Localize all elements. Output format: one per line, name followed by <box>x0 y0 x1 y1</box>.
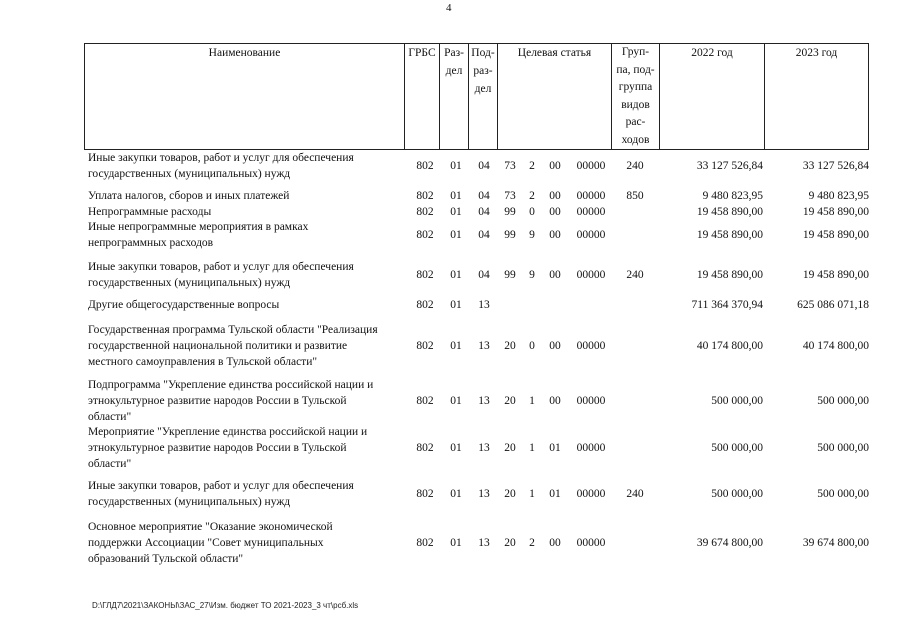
cell-t2: 2 <box>529 190 535 202</box>
row-name-line: государственных (муниципальных) нужд <box>88 168 291 180</box>
cell-grp: 240 <box>626 488 644 500</box>
cell-y22: 19 458 890,00 <box>696 269 763 281</box>
cell-t1: 20 <box>504 537 516 549</box>
cell-grbs: 802 <box>416 190 434 202</box>
table-row <box>0 424 905 470</box>
cell-t1: 20 <box>504 340 516 352</box>
cell-podr: 04 <box>478 160 490 172</box>
cell-y23: 33 127 526,84 <box>802 160 869 172</box>
cell-podr: 13 <box>478 395 490 407</box>
table-row <box>0 259 905 299</box>
cell-y23: 39 674 800,00 <box>802 537 869 549</box>
cell-t4: 00000 <box>576 488 606 500</box>
cell-grbs: 802 <box>416 160 434 172</box>
cell-t2: 0 <box>529 206 535 218</box>
cell-t3: 00 <box>549 269 561 281</box>
row-name-line: непрограммных расходов <box>88 237 214 249</box>
cell-t4: 00000 <box>576 160 606 172</box>
cell-razd: 01 <box>450 160 462 172</box>
cell-y22: 39 674 800,00 <box>696 537 763 549</box>
cell-podr: 04 <box>478 269 490 281</box>
cell-y23: 500 000,00 <box>817 442 869 454</box>
row-name <box>88 219 393 251</box>
row-name <box>88 188 393 204</box>
cell-y23: 40 174 800,00 <box>802 340 869 352</box>
row-name-line: поддержки Ассоциации "Совет муниципальных <box>88 537 324 549</box>
header-razdel: Раз- дел <box>440 44 469 150</box>
cell-podr: 13 <box>478 340 490 352</box>
cell-t3: 01 <box>549 488 561 500</box>
row-name-line: Иные закупки товаров, работ и услуг для обеспечения <box>88 480 354 492</box>
cell-y23: 19 458 890,00 <box>802 269 869 281</box>
row-name-line: этнокультурное развитие народов России в Тульской <box>88 442 347 454</box>
cell-razd: 01 <box>450 206 462 218</box>
row-name-line: Уплата налогов, сборов и иных платежей <box>88 190 290 202</box>
table-row <box>0 478 905 518</box>
table-row <box>0 519 905 565</box>
row-name-line: Другие общегосударственные вопросы <box>88 299 280 311</box>
row-name <box>88 478 393 510</box>
cell-t3: 00 <box>549 395 561 407</box>
row-name <box>88 424 393 472</box>
cell-t1: 73 <box>504 160 516 172</box>
header-target-article: Целевая статья <box>498 44 612 150</box>
header-group: Груп- па, под- группа видов рас- ходов <box>612 44 660 150</box>
cell-razd: 01 <box>450 229 462 241</box>
cell-t2: 9 <box>529 269 535 281</box>
cell-t4: 00000 <box>576 206 606 218</box>
file-path-footer: D:\ГЛД7\2021\ЗАКОНЫ\ЗАС_27\Изм. бюджет ТО 2021-2023_3 чт\рсб.xls <box>92 601 359 610</box>
cell-grbs: 802 <box>416 488 434 500</box>
row-name <box>88 204 393 220</box>
row-name-line: этнокультурное развитие народов России в Тульской <box>88 395 347 407</box>
row-name-line: Мероприятие "Укрепление единства российской нации и <box>88 426 368 438</box>
cell-razd: 01 <box>450 442 462 454</box>
cell-t3: 00 <box>549 229 561 241</box>
row-name <box>88 519 393 567</box>
row-name-line: Государственная программа Тульской области "Реализация <box>88 324 378 336</box>
cell-t1: 73 <box>504 190 516 202</box>
row-name-line: местного самоуправления в Тульской области" <box>88 356 318 368</box>
cell-razd: 01 <box>450 488 462 500</box>
cell-podr: 04 <box>478 229 490 241</box>
cell-t4: 00000 <box>576 340 606 352</box>
cell-t4: 00000 <box>576 269 606 281</box>
cell-y22: 9 480 823,95 <box>702 190 763 202</box>
row-name-line: образований Тульской области" <box>88 553 244 565</box>
cell-y23: 19 458 890,00 <box>802 229 869 241</box>
cell-y22: 33 127 526,84 <box>696 160 763 172</box>
cell-grbs: 802 <box>416 299 434 311</box>
table-row <box>0 150 905 190</box>
row-name-line: государственной национальной политики и развитие <box>88 340 348 352</box>
header-podrazdel: Под- раз- дел <box>469 44 498 150</box>
row-name-line: Основное мероприятие "Оказание экономической <box>88 521 333 533</box>
cell-razd: 01 <box>450 537 462 549</box>
cell-t2: 0 <box>529 340 535 352</box>
row-name-line: государственных (муниципальных) нужд <box>88 277 291 289</box>
cell-grbs: 802 <box>416 537 434 549</box>
cell-t1: 20 <box>504 442 516 454</box>
cell-grbs: 802 <box>416 395 434 407</box>
row-name <box>88 259 393 291</box>
cell-podr: 04 <box>478 190 490 202</box>
cell-grbs: 802 <box>416 442 434 454</box>
cell-t3: 00 <box>549 190 561 202</box>
row-name-line: Непрограммные расходы <box>88 206 212 218</box>
cell-podr: 13 <box>478 442 490 454</box>
cell-t1: 20 <box>504 395 516 407</box>
row-name-line: Иные непрограммные мероприятия в рамках <box>88 221 309 233</box>
cell-t4: 00000 <box>576 229 606 241</box>
cell-podr: 13 <box>478 299 490 311</box>
cell-y23: 9 480 823,95 <box>808 190 869 202</box>
cell-y22: 19 458 890,00 <box>696 229 763 241</box>
cell-t1: 20 <box>504 488 516 500</box>
cell-t1: 99 <box>504 269 516 281</box>
cell-t1: 99 <box>504 229 516 241</box>
cell-grbs: 802 <box>416 229 434 241</box>
cell-y22: 500 000,00 <box>711 488 763 500</box>
row-name-line: области" <box>88 458 132 470</box>
row-name-line: Иные закупки товаров, работ и услуг для обеспечения <box>88 261 354 273</box>
cell-t2: 2 <box>529 537 535 549</box>
cell-t2: 1 <box>529 395 535 407</box>
cell-t3: 00 <box>549 537 561 549</box>
cell-grbs: 802 <box>416 206 434 218</box>
cell-y23: 500 000,00 <box>817 488 869 500</box>
cell-y23: 500 000,00 <box>817 395 869 407</box>
cell-t3: 00 <box>549 206 561 218</box>
cell-podr: 13 <box>478 537 490 549</box>
cell-t4: 00000 <box>576 395 606 407</box>
header-grbs: ГРБС <box>405 44 440 150</box>
table-row <box>0 219 905 259</box>
cell-t4: 00000 <box>576 537 606 549</box>
cell-grp: 240 <box>626 269 644 281</box>
row-name-line: области" <box>88 411 132 423</box>
header-name: Наименование <box>85 44 405 150</box>
cell-podr: 13 <box>478 488 490 500</box>
row-name <box>88 150 393 182</box>
cell-t2: 2 <box>529 160 535 172</box>
cell-podr: 04 <box>478 206 490 218</box>
cell-razd: 01 <box>450 269 462 281</box>
cell-y23: 19 458 890,00 <box>802 206 869 218</box>
cell-y22: 19 458 890,00 <box>696 206 763 218</box>
cell-y22: 711 364 370,94 <box>691 299 763 311</box>
row-name-line: Иные закупки товаров, работ и услуг для обеспечения <box>88 152 354 164</box>
table-header <box>84 43 869 150</box>
page-number: 4 <box>446 2 452 14</box>
row-name <box>88 322 393 370</box>
cell-grbs: 802 <box>416 269 434 281</box>
cell-razd: 01 <box>450 340 462 352</box>
table-row <box>0 322 905 368</box>
row-name <box>88 377 393 425</box>
cell-t3: 00 <box>549 160 561 172</box>
cell-razd: 01 <box>450 190 462 202</box>
cell-t4: 00000 <box>576 190 606 202</box>
cell-t3: 01 <box>549 442 561 454</box>
cell-t2: 1 <box>529 488 535 500</box>
row-name-line: Подпрограмма "Укрепление единства российской нации и <box>88 379 374 391</box>
cell-y22: 40 174 800,00 <box>696 340 763 352</box>
cell-y22: 500 000,00 <box>711 395 763 407</box>
cell-t3: 00 <box>549 340 561 352</box>
cell-t2: 1 <box>529 442 535 454</box>
row-name-line: государственных (муниципальных) нужд <box>88 496 291 508</box>
row-name <box>88 297 393 313</box>
cell-razd: 01 <box>450 299 462 311</box>
cell-razd: 01 <box>450 395 462 407</box>
header-2022: 2022 год <box>660 44 765 150</box>
cell-grbs: 802 <box>416 340 434 352</box>
table-row <box>0 377 905 423</box>
header-2023: 2023 год <box>765 44 869 150</box>
cell-y23: 625 086 071,18 <box>797 299 869 311</box>
cell-t1: 99 <box>504 206 516 218</box>
cell-grp: 850 <box>626 190 644 202</box>
cell-grp: 240 <box>626 160 644 172</box>
cell-t4: 00000 <box>576 442 606 454</box>
cell-t2: 9 <box>529 229 535 241</box>
cell-y22: 500 000,00 <box>711 442 763 454</box>
